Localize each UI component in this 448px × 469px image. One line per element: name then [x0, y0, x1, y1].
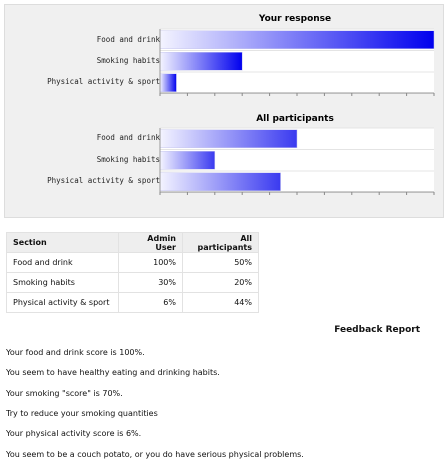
table-row	[7, 253, 259, 273]
results-table	[6, 232, 259, 313]
cell-section: Smoking habits	[7, 273, 119, 293]
bar-chart1-smoking-habits	[160, 52, 242, 70]
table-row	[7, 293, 259, 313]
feedback-line: You seem to have healthy eating and drinking habits.	[6, 368, 220, 377]
bar-chart1-physical-activity-sport	[160, 74, 176, 92]
chart-title-your-response: Your response	[258, 14, 332, 24]
chart2-category-label: Smoking habits	[96, 155, 160, 164]
chart2-category-label: Food and drink	[96, 133, 160, 142]
col-header-section: Section	[7, 233, 119, 253]
cell-admin-user: 6%	[119, 293, 183, 313]
cell-admin-user: 30%	[119, 273, 183, 293]
cell-section: Physical activity & sport	[7, 293, 119, 313]
cell-section: Food and drink	[7, 253, 119, 273]
table-header-row	[7, 233, 259, 253]
cell-all-participants: 20%	[183, 273, 259, 293]
bar-chart2-physical-activity-sport	[160, 173, 281, 191]
chart1-category-label: Smoking habits	[96, 56, 160, 65]
chart1-category-label: Physical activity & sport	[47, 77, 160, 86]
col-header-admin-user: Admin User	[119, 233, 183, 253]
table-row	[7, 273, 259, 293]
feedback-line: Your physical activity score is 6%.	[6, 429, 142, 438]
feedback-line: Your smoking "score" is 70%.	[6, 389, 123, 398]
bar-chart1-food-and-drink	[160, 31, 434, 49]
chart2-category-label: Physical activity & sport	[47, 176, 160, 185]
bar-chart2-food-and-drink	[160, 130, 297, 148]
feedback-line: You seem to be a couch potato, or you do have serious physical problems.	[6, 450, 304, 459]
cell-all-participants: 50%	[183, 253, 259, 273]
feedback-line: Try to reduce your smoking quantities	[6, 409, 158, 418]
feedback-report-title: Feedback Report	[334, 325, 420, 335]
col-header-all-participants: All participants	[183, 233, 259, 253]
feedback-line: Your food and drink score is 100%.	[6, 348, 145, 357]
cell-admin-user: 100%	[119, 253, 183, 273]
bar-chart2-smoking-habits	[160, 151, 215, 169]
cell-all-participants: 44%	[183, 293, 259, 313]
bar-charts	[0, 0, 448, 230]
chart-title-all-participants: All participants	[256, 114, 334, 124]
chart1-category-label: Food and drink	[96, 35, 160, 44]
